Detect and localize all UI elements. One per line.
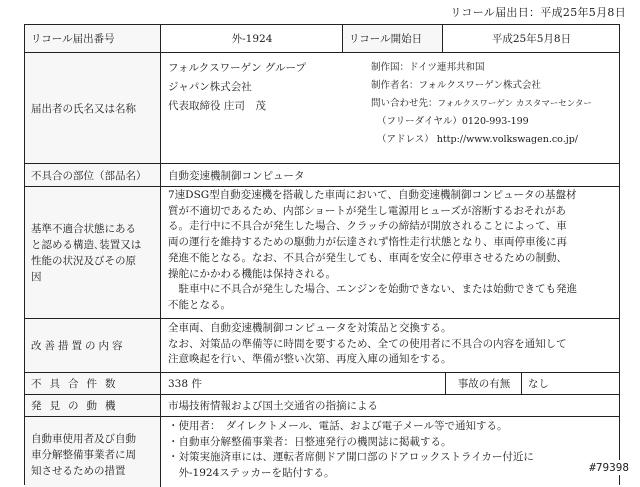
maker-name: 制作者名：フォルクスワーゲン株式会社 — [371, 80, 542, 91]
defect-part-label: 不具合の部位（部品名） — [25, 164, 161, 186]
defect-count-value: 338 件 — [162, 373, 446, 394]
recall-start-label: リコール開始日 — [343, 25, 443, 52]
applicant-label: 届出者の氏名又は名称 — [25, 53, 161, 163]
notify-line: 外-1924ステッカーを貼付する。 — [168, 467, 335, 480]
contact-line — [371, 95, 615, 113]
row-defect-part — [25, 164, 619, 187]
row-measure — [25, 319, 619, 373]
accident-label: 事故の有無 — [447, 373, 522, 394]
condition-label-line: 基準不適合状態にある — [31, 223, 136, 235]
condition-label-line: 性能の状況及びその原 — [31, 255, 136, 267]
condition-line: る。走行中に不具合が発生した場合、クラッチの締結が開放されることによって、車 — [168, 220, 567, 233]
maker-country: 制作国：ドイツ連邦共和国 — [371, 62, 485, 73]
recall-start-value: 平成25年5月8日 — [491, 33, 572, 45]
condition-label — [25, 187, 161, 318]
recall-table — [24, 24, 620, 485]
condition-line: 質が不適切であるため、内部ショートが発生し電源用ヒューズが溶断するおそれがあ — [168, 204, 566, 217]
measure-line: なお、対策品の準備等に時間を要するため、全ての使用者に不具合の内容を通知して — [168, 337, 567, 350]
date-line: リコール届出日：平成25年5月8日 — [450, 6, 626, 19]
measure-text — [162, 319, 619, 372]
discovery-label: 発見の動機 — [25, 395, 161, 416]
condition-label-line: と認める構造､装置又は — [31, 239, 142, 251]
contact-center: フォルクスワーゲン カスタマーセンター — [437, 99, 592, 109]
applicant-right — [367, 53, 619, 163]
row-condition — [25, 187, 619, 319]
applicant-line: ジャパン株式会社 — [168, 81, 252, 93]
row-defect-count — [25, 373, 619, 395]
contact-url[interactable]: （アドレス） http://www.volkswagen.co.jp/ — [377, 134, 578, 145]
condition-line: 不能となる。 — [168, 298, 231, 311]
row-notify — [25, 417, 619, 487]
condition-text — [162, 187, 619, 318]
notify-text — [162, 417, 619, 487]
contact-label: 問い合わせ先： — [371, 98, 438, 109]
condition-line: 駐車中に不具合が発生した場合、エンジンを始動できない、または始動できても発進 — [168, 283, 577, 296]
defect-part-value: 自動変速機制御コンピュータ — [168, 169, 305, 182]
notify-label-line: 自動車使用者及び自動 — [31, 433, 136, 445]
applicant-left — [162, 53, 358, 163]
condition-line: 操舵にかかわる機能は保持される。 — [168, 267, 336, 280]
defect-count-label: 不具合件数 — [25, 373, 161, 394]
condition-line: 両の運行を維持するための駆動力が伝達されず惰性走行状態となり、車両停車後に再 — [168, 236, 567, 249]
row-discovery — [25, 395, 619, 417]
measure-line: 全車両、自動変速機制御コンピュータを対策品と交換する。 — [168, 322, 452, 334]
row-applicant — [25, 53, 619, 164]
notify-label-line: 知させるための措置 — [31, 465, 126, 477]
notify-label-line: 車分解整備事業者に周 — [31, 449, 136, 461]
row-recall-number — [25, 25, 619, 53]
condition-label-line: 因 — [31, 271, 42, 283]
contact-phone: （フリーダイヤル）0120-993-199 — [377, 116, 529, 127]
notify-line: ・使用者： ダイレクトメール、電話、および電子メール等で通知する。 — [168, 420, 508, 432]
applicant-line: 代表取締役 庄司 茂 — [168, 100, 266, 112]
accident-value: なし — [528, 378, 549, 390]
condition-line: 7速DSG型自動変速機を搭載した車両において、自動変速機制御コンピュータの基盤材 — [168, 189, 577, 201]
recall-number-label: リコール届出番号 — [25, 25, 161, 52]
measure-line: 注意喚起を行い、準備が整い次第、再度入庫の通知をする。 — [168, 353, 452, 366]
recall-number-value: 外-1924 — [162, 25, 343, 52]
notify-line: ・対策実施済車には、運転者席側ドア開口部のドアロックストライカー付近に — [168, 451, 534, 464]
watermark-id: #79398 — [586, 460, 632, 475]
applicant-line: フォルクスワーゲン グループ — [168, 62, 306, 74]
discovery-value: 市場技術情報および国土交通省の指摘による — [168, 400, 378, 412]
notify-line: ・自動車分解整備事業者：日整連発行の機関誌に掲載する。 — [168, 435, 452, 448]
condition-line: 発進不能となる。なお、不具合が発生しても、車両を安全に停車させるための制動、 — [168, 251, 567, 264]
notify-label — [25, 417, 161, 487]
measure-label: 改善措置の内容 — [25, 319, 161, 372]
